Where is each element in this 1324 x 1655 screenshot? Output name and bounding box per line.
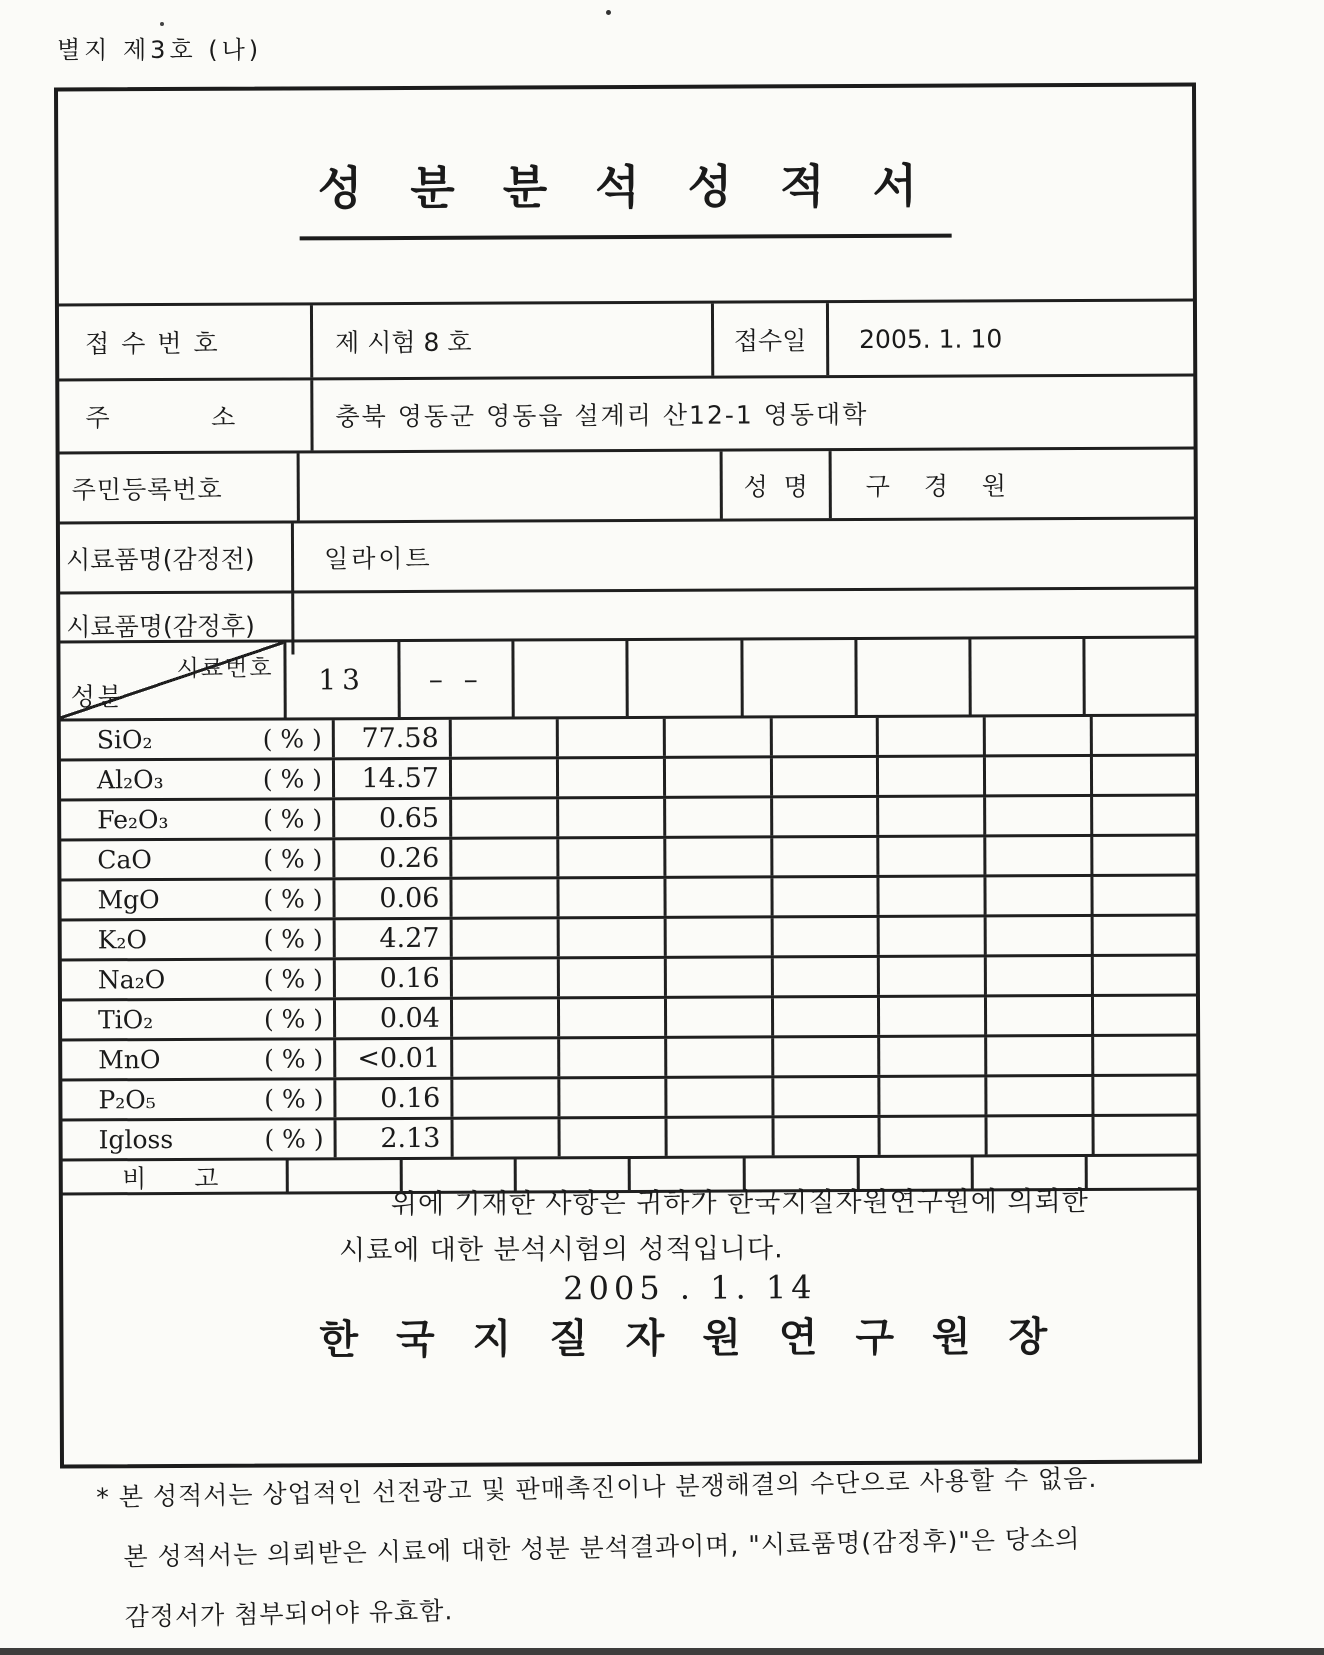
address-label: 주 소 — [85, 402, 238, 433]
component-value: 0.16 — [333, 960, 450, 998]
sample-number-cell — [626, 641, 740, 716]
component-value: 14.57 — [332, 760, 449, 798]
statement-line-2: 시료에 대한 분석시험의 성적입니다. — [339, 1233, 784, 1267]
table-row — [60, 1034, 1198, 1079]
sample-before-row — [58, 517, 1196, 592]
receipt-date-label: 접수일 — [711, 303, 826, 376]
component-name: Igloss — [98, 1124, 174, 1155]
sample-number-cell — [740, 640, 854, 715]
certificate-border-box — [54, 83, 1202, 1469]
sample-number-cell — [968, 639, 1082, 714]
unit-label: ( % ) — [264, 1084, 324, 1114]
receipt-no-label: 접 수 번 호 — [85, 328, 220, 359]
component-value: 4.27 — [333, 920, 450, 958]
unit-label: ( % ) — [263, 884, 323, 914]
table-row — [59, 754, 1197, 799]
component-name: Fe₂O₃ — [97, 805, 169, 835]
title-wrap — [58, 149, 1192, 242]
receipt-no-value: 제 시험 8 호 — [310, 304, 711, 378]
table-row — [59, 834, 1197, 879]
component-value: 0.65 — [332, 800, 449, 838]
table-row — [59, 874, 1197, 919]
form-number-label: 별지 제3호 (나) — [57, 36, 263, 64]
resident-id-value — [297, 452, 720, 521]
unit-label: ( % ) — [262, 804, 323, 834]
document-title: 성 분 분 석 성 적 서 — [300, 150, 952, 241]
footnote-line-2: 본 성적서는 의뢰받은 시료에 대한 성분 분석결과이며, "시료품명(감정후)"은 당소의 — [123, 1524, 1081, 1572]
sample-before-label: 시료품명(감정전) — [65, 544, 255, 574]
component-name: P₂O₅ — [98, 1085, 156, 1115]
sample-number-cell: – – — [398, 642, 512, 717]
component-header: 성분 — [70, 682, 126, 712]
component-value: 2.13 — [334, 1120, 451, 1158]
component-value: 0.16 — [333, 1080, 450, 1118]
scan-speck — [606, 10, 611, 15]
unit-label: ( % ) — [263, 1004, 324, 1034]
name-value: 구 경 원 — [829, 450, 1196, 519]
component-name: MnO — [98, 1045, 161, 1075]
name-label: 성 명 — [720, 451, 829, 518]
sample-number-cell — [854, 640, 968, 715]
table-row — [60, 1114, 1198, 1159]
component-name: MgO — [97, 885, 160, 915]
scan-speck — [160, 22, 164, 26]
component-value: 0.26 — [332, 840, 449, 878]
component-name: CaO — [97, 845, 152, 875]
unit-label: ( % ) — [262, 764, 323, 794]
issue-date: 2005 . 1. 14 — [563, 1268, 817, 1308]
receipt-row — [57, 299, 1195, 379]
table-row — [60, 1074, 1198, 1119]
sample-number-header: 시료번호 — [176, 655, 274, 682]
analysis-table — [58, 636, 1198, 1196]
footnote-line-3: 감정서가 첨부되어야 유효함. — [124, 1596, 454, 1632]
component-name: Na₂O — [97, 965, 166, 995]
sample-after-label: 시료품명(감정후) — [66, 611, 255, 641]
unit-label: ( % ) — [263, 844, 323, 874]
table-row — [59, 714, 1197, 759]
sample-number-cell — [1082, 639, 1196, 714]
unit-label: ( % ) — [263, 964, 323, 994]
resident-id-row — [58, 447, 1196, 522]
receipt-date-value: 2005. 1. 10 — [826, 302, 1195, 376]
unit-label: ( % ) — [264, 1124, 324, 1154]
resident-id-label: 주민등록번호 — [71, 474, 223, 504]
footnote-line-1: * 본 성적서는 상업적인 선전광고 및 판매촉진이나 분쟁해결의 수단으로 사용할 수 없음. — [96, 1463, 1098, 1512]
sample-before-value: 일라이트 — [291, 520, 1196, 591]
unit-label: ( % ) — [263, 924, 323, 954]
address-row — [57, 374, 1195, 452]
component-value: 0.06 — [332, 880, 449, 918]
table-row — [60, 914, 1198, 959]
table-header-row — [58, 636, 1196, 719]
remarks-label: 비 고 — [122, 1163, 225, 1193]
address-value: 충북 영동군 영동읍 설계리 산12-1 영동대학 — [310, 377, 1195, 451]
issuer-signature: 한 국 지 질 자 원 연 구 원 장 — [319, 1314, 1060, 1364]
table-row — [60, 954, 1198, 999]
component-name: TiO₂ — [97, 1005, 154, 1035]
statement-line-1: 위에 기재한 사항은 귀하가 한국지질자원연구원에 의뢰한 — [390, 1185, 1089, 1221]
component-name: K₂O — [97, 925, 147, 955]
scan-artifact-bar — [0, 1648, 1324, 1655]
info-table — [57, 299, 1197, 656]
table-row — [59, 794, 1197, 839]
unit-label: ( % ) — [264, 1044, 324, 1074]
component-name: Al₂O₃ — [96, 765, 164, 795]
diagonal-header-cell — [58, 643, 283, 719]
table-row — [60, 994, 1198, 1039]
component-name: SiO₂ — [96, 725, 153, 755]
sample-number-cell: 13 — [283, 642, 397, 717]
component-value: 0.04 — [333, 1000, 450, 1038]
component-value: <0.01 — [333, 1040, 450, 1078]
component-value: 77.58 — [332, 720, 449, 758]
footnote — [96, 1456, 1239, 1655]
sample-number-cell — [512, 641, 626, 716]
unit-label: ( % ) — [262, 724, 322, 754]
